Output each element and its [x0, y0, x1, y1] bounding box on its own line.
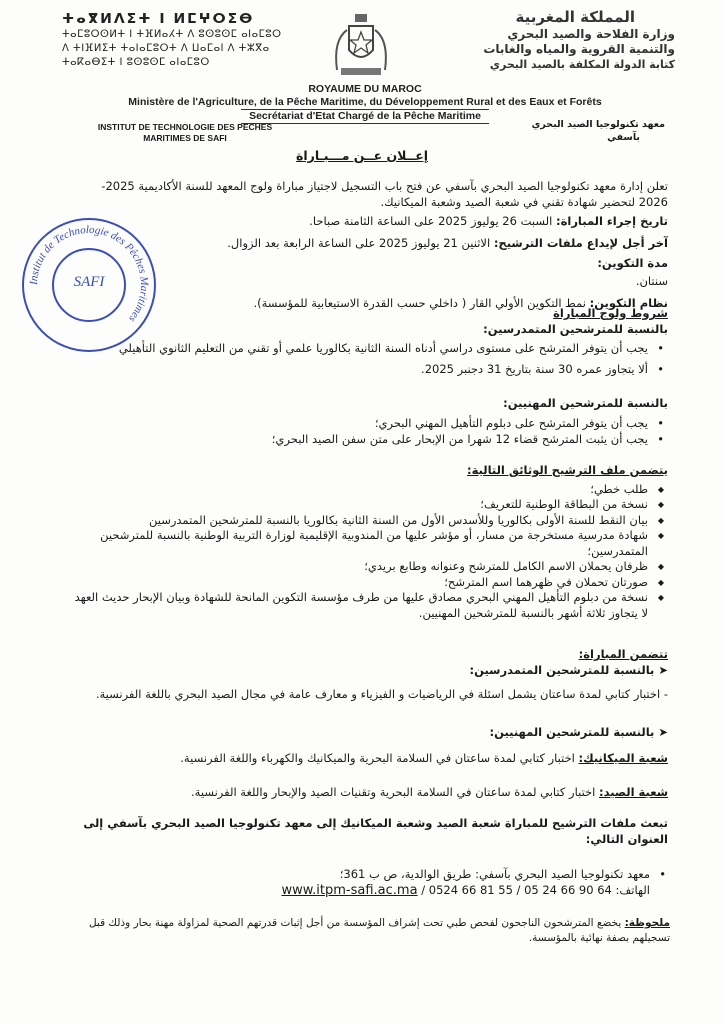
address-block: [230, 866, 670, 899]
schooled-conditions-list: [70, 340, 668, 377]
institute-line: معهد تكنولوجيا الصيد البحري: [531, 119, 665, 130]
stamp-center-text: SAFI: [73, 274, 105, 290]
tifinagh-header: [62, 10, 302, 70]
exam-schooled-text: - اختبار كتابي لمدة ساعتان يشمل اسئلة في الرياضيات و الفيزياء و معارف عامة في مجال الصيد البحري باللغة الفرنسية.: [95, 687, 668, 701]
coat-of-arms-icon: [325, 10, 397, 82]
institute-line: INSTITUT DE TECHNOLOGIE DES PECHES: [97, 122, 273, 132]
conditions-heading: شروط ولوج المباراة: [553, 306, 668, 320]
info-line: [78, 235, 668, 251]
arabic-header-line: كتابة الدولة المكلفة بالصيد البحري: [489, 58, 675, 71]
professional-heading: بالنسبة للمترشحين المهنيين:: [503, 396, 668, 410]
arabic-header: [430, 8, 675, 72]
address-list: [230, 866, 670, 882]
list-item: ◆ بيان النقط للسنة الأولى بكالوريا وللأسدس الأول من السنة الثانية بكالوريا بالنسبة للمترشحين المتمدرسين: [70, 513, 648, 529]
send-instructions: تبعث ملفات الترشيح للمباراة شعبة الصيد وشعبة الميكانيك إلى معهد تكنولوجيا الصيد البحري بآسفي إلى العنوان التالي:: [83, 816, 668, 846]
documents-heading: يتضمن ملف الترشيح الوثائق التالية:: [467, 463, 668, 477]
list-item: ◆ صورتان تحملان في ظهرهما اسم المترشح؛: [70, 575, 648, 591]
page-title: إعــلان عــن مـــبـاراة: [295, 148, 429, 163]
info-line: [78, 213, 668, 229]
list-item: ◆ طلب خطي؛: [70, 482, 648, 498]
info-value: الاثنين 21 يوليوز 2025 على الساعة الرابعة بعد الزوال.: [227, 236, 494, 250]
list-item: ◆ نسخة من دبلوم التأهيل المهني البحري مصادق عليها من طرف مؤسسة التكوين المانحة للشهادة وبيان الإبحار حديث العهد لا يتجاوز ثلاثة أشهر بالنسبة للمترشحين المهنيين.: [70, 590, 648, 621]
address-line: • معهد تكنولوجيا الصيد البحري بآسفي: طريق الوالدية، ص ب 361؛: [230, 866, 650, 882]
tifinagh-line: ⵜⴰⴳⵍⴷⵉⵜ ⵏ ⵍⵎⵖⵔⵉⴱ: [62, 11, 255, 27]
note-text: يخضع المترشحون الناجحون لفحص طبي تحت إشراف المؤسسة من أجل إثبات قدرتهم الصحية لمزاولة مهنة بحار وذلك قبل تسجيلهم بصفة نهائية بالمؤسسة.: [88, 917, 670, 944]
info-block: [78, 213, 668, 311]
list-item: ◆ شهادة مدرسية مستخرجة من مسار، أو مؤشر عليها من المندوبية الإقليمية لوزارة التربية الوطنية بالنسبة للمترشحين المتمدرسين؛: [70, 528, 648, 559]
list-item: ◆ نسخة من البطاقة الوطنية للتعريف؛: [70, 497, 648, 513]
french-header-line: Secrétariat d'Etat Chargé de la Pêche Maritime: [241, 109, 489, 124]
info-label: آخر أجل لإيداع ملفات الترشيح:: [493, 236, 668, 250]
exam-schooled-heading: بالنسبة للمترشحين المتمدرسين:: [469, 663, 655, 677]
phone-numbers: 0524 66 81 55 / 05 24 66 90 64: [428, 883, 612, 897]
conditions-section: [70, 305, 668, 447]
list-item: • ألا يتجاوز عمره 30 سنة بتاريخ 31 دجنبر 2025.: [70, 361, 648, 377]
arrow-icon: ➤: [654, 725, 668, 739]
website-link[interactable]: www.itpm-safi.ac.ma: [281, 883, 418, 898]
info-label: نظام التكوين:: [589, 296, 668, 310]
list-item: • يجب أن يتوفر المترشح على دبلوم التأهيل المهني البحري؛: [70, 415, 648, 431]
mechanics-label: شعبة الميكانيك:: [578, 751, 668, 765]
arabic-header-line: وزارة الفلاحة والصيد البحري: [507, 27, 675, 41]
info-label: مدة التكوين:: [597, 256, 668, 270]
exam-mechanics-line: [70, 750, 668, 766]
list-item: • يجب أن يثبت المترشح قضاء 12 شهرا من الإبحار على متن سفن الصيد البحري؛: [70, 431, 648, 447]
arabic-header-line: والتنمية القروية والمياه والغابات: [483, 42, 675, 56]
info-line: [78, 255, 668, 271]
phone-label: الهاتف:: [615, 883, 650, 897]
info-value: السبت 26 يوليوز 2025 على الساعة الثامنة صباحا.: [309, 214, 556, 228]
french-header-line: ROYAUME DU MAROC: [308, 83, 422, 95]
mechanics-text: اختبار كتابي لمدة ساعتان في السلامة البحرية والميكانيك والكهرباء واللغة الفرنسية.: [180, 751, 579, 765]
arrow-icon: ➤: [654, 663, 668, 677]
list-item: ◆ ظرفان يحملان الاسم الكامل للمترشح وعنوانه وطابع بريدي؛: [70, 559, 648, 575]
exam-subheading: [70, 724, 668, 740]
intro-paragraph: تعلن إدارة معهد تكنولوجيا الصيد البحري بآسفي عن فتح باب التسجيل لاجتياز مباراة ولوج المعهد للسنة الأكاديمية 2025-2026 لتحضير شهادة تقني في شعبة الصيد وشعبة الميكانيك.: [101, 179, 668, 209]
stamp-ring-text: Institut de Technologie des Pêches Maritimes: [27, 223, 151, 325]
info-line: [78, 273, 668, 289]
institute-line: بآسفي: [607, 132, 640, 143]
tifinagh-line: ⵜⴰⴽⴰⴱⵉⵜ ⵏ ⵓⵙⵓⵙⵎ ⴰⵏⴰⵎⵓⵔ: [62, 57, 210, 68]
list-item: • يجب أن يتوفر المترشح على مستوى دراسي أدناه السنة الثانية بكالوريا علمي أو تقني من التعليم الثانوي التأهيلي: [70, 340, 648, 356]
info-value: نمط التكوين الأولي القار ( داخلي حسب القدرة الاستيعابية للمؤسسة).: [253, 296, 590, 310]
phone-line: الهاتف: 0524 66 81 55 / 05 24 66 90 64 / www.itpm-safi.ac.ma: [281, 883, 650, 898]
professional-conditions-list: [70, 415, 668, 447]
institute-label-fr: [70, 122, 300, 144]
institute-line: MARITIMES DE SAFI: [143, 133, 227, 143]
fishing-text: اختبار كتابي لمدة ساعتان في السلامة البحرية وتقنيات الصيد والإبحار واللغة الفرنسية.: [191, 785, 599, 799]
schooled-heading: بالنسبة للمترشحين المتمدرسين:: [483, 322, 668, 336]
tifinagh-line: ⴷ ⵜⵏⴼⵍⵉⵜ ⵜⴰⵏⴰⵎⵓⵔⵜ ⴷ ⵡⴰⵎⴰⵏ ⴷ ⵜⵣⴳⴰ: [62, 43, 270, 54]
info-value: سنتان.: [635, 274, 668, 288]
arabic-header-line: المملكة المغربية: [515, 8, 635, 26]
exam-professional-heading: بالنسبة للمترشحين المهنيين:: [489, 725, 655, 739]
exam-section: [70, 646, 668, 800]
info-label: تاريخ إجراء المباراة:: [555, 214, 668, 228]
documents-list: [70, 482, 668, 622]
french-header-line: Ministère de l'Agriculture, de la Pêche Maritime, du Développement Rural et des Eaux et Forêts: [128, 96, 602, 108]
tifinagh-line: ⵜⴰⵎⵓⵔⵙⵍⵜ ⵏ ⵜⴼⵍⴰⵃⵜ ⴷ ⵓⵙⵓⵙⵎ ⴰⵏⴰⵎⵓⵔ: [62, 29, 282, 40]
documents-section: [70, 463, 668, 621]
note-label: ملحوظة:: [624, 917, 670, 929]
exam-heading: تتضمن المباراة:: [578, 647, 668, 661]
institute-label-ar: [500, 118, 665, 144]
exam-subheading: [70, 662, 668, 678]
exam-fishing-line: [70, 784, 668, 800]
note-block: [80, 916, 670, 946]
fishing-label: شعبة الصيد:: [599, 785, 668, 799]
